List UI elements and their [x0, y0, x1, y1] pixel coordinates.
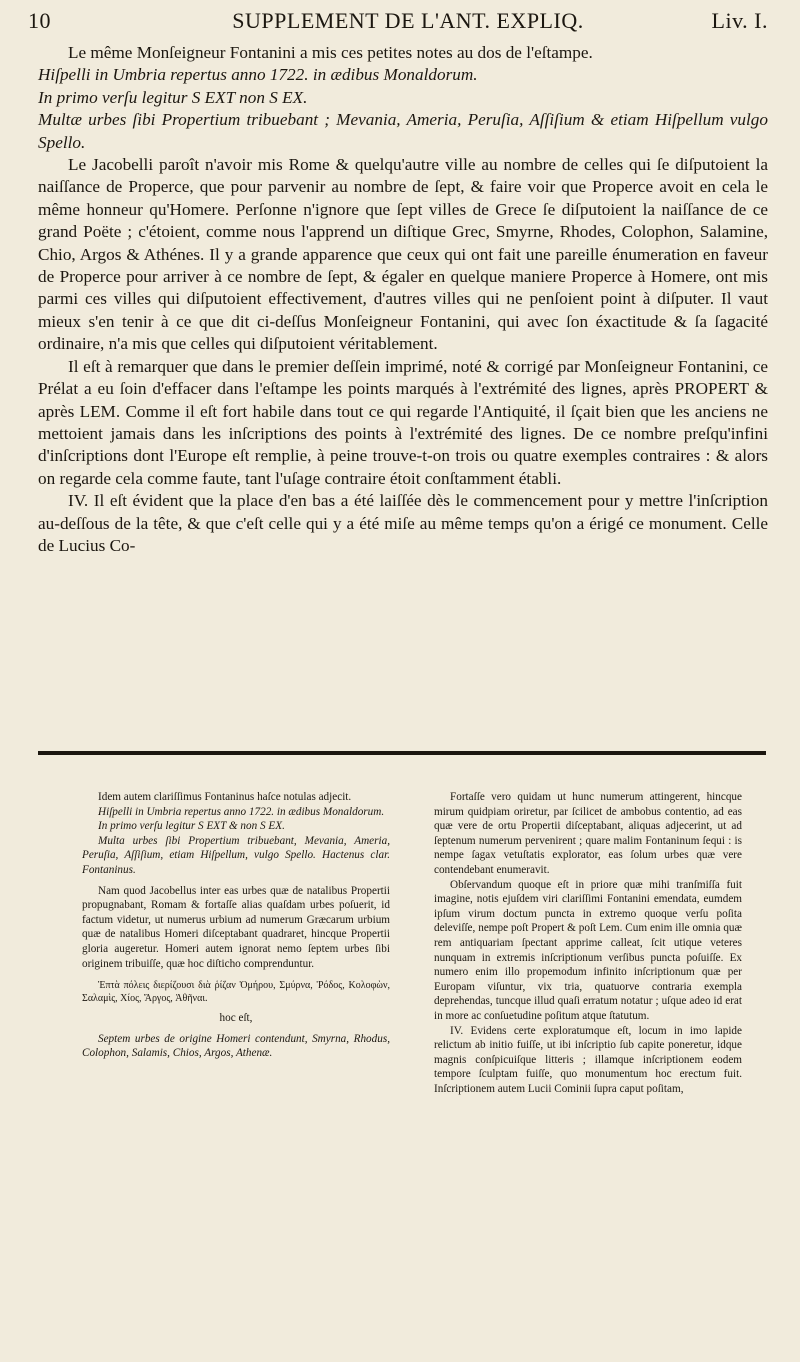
latin-iv: IV. Evidens certe exploratumque eſt, locum in imo lapide relictum ab initio fuiſſe, ut ibi inſcriptio ſub capite poneretur, idque magnis conſpicuiſque litteris ; illamque inſcriptionem eodem tempore ſculptam fuiſſe, quo monumentum hoc erectum fuit. Inſcriptionem autem Lucii Cominii ſupra caput poſitam,	[434, 1024, 742, 1095]
latin-fortasse: Fortaſſe vero quidam ut hunc numerum attingerent, hincque mirum quidpiam oriretur, par ſcilicet de ambobus contentio, ad eas quæ vere de ortu Propertii diſceptabant, aliquas adjecerint, ut ad ſeptenum numerum pervenirent ; quare malim Fontaninum ſequi : is nempe ſagax vetuſtatis explorator, eas ſolum urbes quæ vere contendebant enumeravit.	[434, 791, 742, 876]
latin-translation: Septem urbes de origine Homeri contendunt, Smyrna, Rhodus, Colophon, Salamis, Chios, Argos, Athenæ.	[82, 1032, 390, 1060]
note-cities: Multæ urbes ſibi Propertium tribuebant ; Mevania, Ameria, Peruſia, Aſſiſium & etiam Hiſpellum vulgo Spello.	[38, 110, 768, 152]
running-title: SUPPLEMENT DE L'ANT. EXPLIQ.	[232, 8, 584, 33]
section-divider	[38, 751, 766, 755]
latin-columns	[82, 790, 742, 1096]
paragraph-points: Il eſt à remarquer que dans le premier deſſein imprimé, noté & corrigé par Monſeigneur Fontanini, ce Prélat a eu ſoin d'effacer dans l'eſtampe les points marqués à l'extrémité des lignes, après PROPERT & après LEM. Comme il eſt fort habile dans tout ce qui regarde l'Antiquité, il ſçait bien que les anciens ne mettoient jamais dans les inſcriptions des points à l'extrémité des lignes. De ce nombre preſqu'infini d'inſcriptions dont l'Europe eſt remplie, à peine trouve-t-on trois ou quatre exemples contraires : & alors on regarde cela comme faute, tant l'uſage contraire étoit conſtamment établi.	[38, 356, 768, 488]
page-number: 10	[28, 8, 51, 33]
book-number: Liv. I.	[711, 8, 768, 33]
note-first-line: In primo verſu legitur S EXT non S EX.	[38, 87, 308, 107]
latin-observandum: Obſervandum quoque eſt in priore quæ mihi tranſmiſſa fuit imagine, notis ejuſdem viri clariſſimi Fontanini emendata, eumdem ipſum virum doctum puncta in extremo quoque verſu poſita deleviſſe, nempe poſt Propert & poſt Lem. Cum enim ille omnia quæ rem antiquariam ſpectant apprime calleat, ſcit utique veteres nunquam in extremis inſcriptionum verſibus puncta poſuiſſe. Ex numero enim illo propemodum infinito inſcriptionum quæ per Europam viſuntur, vix tria, quatuorve contraria exempla deprehendas, tuncque illud quaſi erratum notatur ; uſque adeo id erat in more ac conſuetudine poſitum atque ſtatutum.	[434, 878, 742, 1022]
greek-distich: Ἑπτὰ πόλεις διερίζουσι διὰ ῥίζαν Ὁμήρου, Σμύρνα, Ῥόδος, Κολοφὼν, Σαλαμὶς, Χίος, Ἄργος, Ἀθῆναι.	[82, 980, 390, 1005]
latin-intro: Idem autem clariſſimus Fontaninus haſce notulas adjecit.	[98, 791, 352, 803]
note-location: Hiſpelli in Umbria repertus anno 1722. in ædibus Monaldorum.	[38, 65, 478, 85]
latin-cities: Multa urbes ſibi Propertium tribuebant, Mevania, Ameria, Peruſia, Aſſiſium, etiam Hiſpellum, vulgo Spello. Hactenus clar. Fontaninus.	[82, 834, 390, 876]
paragraph-jacobelli: Le Jacobelli paroît n'avoir mis Rome & quelqu'autre ville au nombre de celles qui ſe diſputoient la naiſſance de Properce, que pour parvenir au nombre de ſept, & faire voir que Properce avoit en cela le même honneur qu'Homere. Perſonne n'ignore que ſept villes de Grece ſe diſputoient la naiſſance de ce grand Poëte ; c'étoient, comme nous l'apprend un diſtique Grec, Smyrne, Rhodes, Colophon, Salamine, Chio, Argos & Athénes. Il y a grande apparence que ceux qui ont fait une pareille énumeration en faveur de Properce pour arriver à ce nombre de ſept, & égaler en quelque maniere Properce à Homere, ont mis parmi ces villes qui diſputoient effectivement, d'autres villes qui ne penſoient point à diſputer. Il vaut mieux s'en tenir à ce que dit ci-deſſus Monſeigneur Fontanini, qui avec ſon éxactitude & ſa ſagacité ordinaire, n'a mis que celles qui diſputoient véritablement.	[38, 155, 768, 354]
latin-jacobellus: Nam quod Jacobellus inter eas urbes quæ de natalibus Propertii propugnabant, Romam & fortaſſe alias quaſdam urbes poſuerit, id factum videtur, ut numerus urbium ad numerum Græcarum urbium quæ de natalibus Homeri diſceptabant quadraret, hincque Propertii gloria augeretur. Homeri autem ignorat nemo ſeptem urbes ſibi originem tribuiſſe, quæ hoc diſticho comprenduntur.	[82, 884, 390, 970]
paragraph-intro: Le même Monſeigneur Fontanini a mis ces petites notes au dos de l'eſtampe.	[68, 43, 593, 62]
hoc-est: hoc eſt,	[219, 1012, 253, 1025]
latin-first-line: In primo verſu legitur S EXT & non S EX.	[98, 820, 285, 833]
running-header	[28, 8, 768, 42]
latin-location: Hiſpelli in Umbria repertus anno 1722. in ædibus Monaldorum.	[98, 805, 385, 818]
left-column	[82, 790, 390, 1096]
french-text	[38, 42, 768, 557]
paragraph-iv: IV. Il eſt évident que la place d'en bas a été laiſſée dès le commencement pour y mettre l'inſcription au-deſſous de la tête, & que c'eſt celle qui y a été miſe au même temps qu'on a érigé ce monument. Celle de Lucius Co-	[38, 491, 768, 555]
right-column	[434, 790, 742, 1096]
